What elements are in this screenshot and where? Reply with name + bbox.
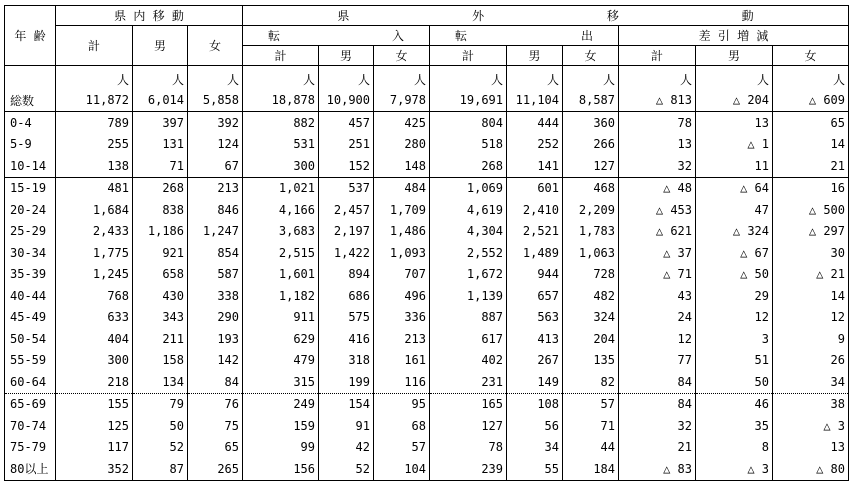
table-cell: 91 [319, 415, 374, 437]
table-cell: 149 [507, 371, 563, 393]
move-in-char: 転 [268, 29, 281, 43]
table-row [5, 242, 849, 264]
in-male-header: 男 [319, 46, 374, 66]
table-cell: 11 [696, 155, 773, 177]
table-cell: △ 48 [619, 177, 696, 199]
table-cell: 336 [374, 307, 430, 329]
table-row [5, 458, 849, 480]
inter-prefecture-header [243, 6, 849, 26]
table-cell: 26 [773, 350, 849, 372]
table-cell: 148 [374, 155, 430, 177]
age-label: 50-54 [5, 328, 56, 350]
table-cell: 251 [319, 134, 374, 156]
table-cell: 944 [507, 264, 563, 286]
table-cell: 142 [188, 350, 243, 372]
intra-male-header: 男 [133, 26, 188, 66]
table-cell: 360 [563, 112, 619, 134]
table-cell: 268 [430, 155, 507, 177]
table-cell: 392 [188, 112, 243, 134]
age-label: 60-64 [5, 371, 56, 393]
table-cell: 707 [374, 264, 430, 286]
out-male-header: 男 [507, 46, 563, 66]
table-cell: 152 [319, 155, 374, 177]
table-cell: 124 [188, 134, 243, 156]
table-cell: 14 [773, 134, 849, 156]
table-cell: 12 [696, 307, 773, 329]
age-label: 30-34 [5, 242, 56, 264]
table-cell: 911 [243, 307, 319, 329]
table-row [5, 350, 849, 372]
table-cell: 77 [619, 350, 696, 372]
table-cell: 413 [507, 328, 563, 350]
table-cell: 159 [243, 415, 319, 437]
table-cell: △ 21 [773, 264, 849, 286]
table-cell: 13 [773, 437, 849, 459]
table-cell: 838 [133, 199, 188, 221]
total-cell: 11,104 [507, 89, 563, 112]
table-cell: 52 [319, 458, 374, 480]
inter-header-char: 外 [472, 9, 485, 23]
table-cell: 14 [773, 285, 849, 307]
table-cell: 404 [56, 328, 133, 350]
table-cell: 116 [374, 371, 430, 393]
out-total-header: 計 [430, 46, 507, 66]
table-cell: 1,783 [563, 221, 619, 243]
table-cell: △ 71 [619, 264, 696, 286]
unit-cell: 人 [56, 66, 133, 90]
table-cell: 1,684 [56, 199, 133, 221]
unit-row [5, 66, 849, 90]
age-label: 55-59 [5, 350, 56, 372]
intra-prefecture-header: 県 内 移 動 [56, 6, 243, 26]
table-cell: 16 [773, 177, 849, 199]
table-cell: 165 [430, 393, 507, 415]
table-cell: 193 [188, 328, 243, 350]
table-cell: 84 [619, 371, 696, 393]
unit-cell: 人 [619, 66, 696, 90]
table-cell: 457 [319, 112, 374, 134]
table-cell: 42 [319, 437, 374, 459]
migration-table [4, 5, 849, 481]
table-cell: 154 [319, 393, 374, 415]
age-label: 5-9 [5, 134, 56, 156]
table-cell: 104 [374, 458, 430, 480]
table-cell: 3 [696, 328, 773, 350]
age-label: 20-24 [5, 199, 56, 221]
table-cell: 161 [374, 350, 430, 372]
table-cell: 343 [133, 307, 188, 329]
table-cell: 211 [133, 328, 188, 350]
table-cell: 1,422 [319, 242, 374, 264]
table-cell: 50 [696, 371, 773, 393]
table-row [5, 437, 849, 459]
table-cell: △ 3 [696, 458, 773, 480]
table-cell: 2,197 [319, 221, 374, 243]
table-cell: 34 [773, 371, 849, 393]
table-cell: △ 621 [619, 221, 696, 243]
table-cell: 32 [619, 155, 696, 177]
table-cell: 2,457 [319, 199, 374, 221]
table-cell: 484 [374, 177, 430, 199]
age-label: 75-79 [5, 437, 56, 459]
table-row [5, 264, 849, 286]
table-cell: △ 3 [773, 415, 849, 437]
table-cell: 141 [507, 155, 563, 177]
table-cell: 82 [563, 371, 619, 393]
table-cell: 1,601 [243, 264, 319, 286]
table-cell: 2,515 [243, 242, 319, 264]
total-cell: 8,587 [563, 89, 619, 112]
move-out-char: 出 [580, 29, 593, 43]
table-row [5, 415, 849, 437]
move-out-char: 転 [455, 29, 468, 43]
table-cell: 134 [133, 371, 188, 393]
table-cell: 430 [133, 285, 188, 307]
unit-age-cell [5, 66, 56, 90]
age-label: 70-74 [5, 415, 56, 437]
intra-female-header: 女 [188, 26, 243, 66]
table-cell: 887 [430, 307, 507, 329]
table-cell: 4,166 [243, 199, 319, 221]
table-cell: 213 [188, 177, 243, 199]
table-cell: 125 [56, 415, 133, 437]
inter-header-char: 動 [741, 9, 754, 23]
table-cell: 127 [563, 155, 619, 177]
table-row [5, 393, 849, 415]
unit-cell: 人 [188, 66, 243, 90]
table-cell: 71 [563, 415, 619, 437]
table-cell: 67 [188, 155, 243, 177]
table-cell: 518 [430, 134, 507, 156]
table-cell: 156 [243, 458, 319, 480]
table-cell: 46 [696, 393, 773, 415]
table-cell: 84 [619, 393, 696, 415]
table-cell: 315 [243, 371, 319, 393]
total-cell: 10,900 [319, 89, 374, 112]
table-cell: 266 [563, 134, 619, 156]
table-cell: 587 [188, 264, 243, 286]
table-cell: 108 [507, 393, 563, 415]
age-label: 45-49 [5, 307, 56, 329]
table-cell: 1,182 [243, 285, 319, 307]
table-cell: 267 [507, 350, 563, 372]
table-cell: 12 [773, 307, 849, 329]
table-cell: 657 [507, 285, 563, 307]
net-female-header: 女 [773, 46, 849, 66]
table-cell: 56 [507, 415, 563, 437]
table-cell: 21 [619, 437, 696, 459]
table-cell: △ 500 [773, 199, 849, 221]
table-cell: 68 [374, 415, 430, 437]
table-cell: 12 [619, 328, 696, 350]
table-cell: 633 [56, 307, 133, 329]
table-cell: 789 [56, 112, 133, 134]
table-cell: △ 324 [696, 221, 773, 243]
table-row [5, 199, 849, 221]
table-cell: △ 1 [696, 134, 773, 156]
table-cell: 617 [430, 328, 507, 350]
table-cell: 1,486 [374, 221, 430, 243]
total-cell: 18,878 [243, 89, 319, 112]
table-cell: 479 [243, 350, 319, 372]
table-cell: △ 453 [619, 199, 696, 221]
out-female-header: 女 [563, 46, 619, 66]
unit-cell: 人 [430, 66, 507, 90]
table-cell: 686 [319, 285, 374, 307]
table-cell: 76 [188, 393, 243, 415]
age-label: 80以上 [5, 458, 56, 480]
table-cell: 444 [507, 112, 563, 134]
age-label: 10-14 [5, 155, 56, 177]
table-cell: 3,683 [243, 221, 319, 243]
age-header: 年 齢 [5, 6, 56, 66]
move-in-header [243, 26, 430, 46]
table-cell: 318 [319, 350, 374, 372]
table-cell: 1,063 [563, 242, 619, 264]
table-cell: △ 83 [619, 458, 696, 480]
table-cell: 213 [374, 328, 430, 350]
table-cell: 55 [507, 458, 563, 480]
table-cell: 117 [56, 437, 133, 459]
table-cell: 65 [188, 437, 243, 459]
table-cell: 1,672 [430, 264, 507, 286]
total-cell: 6,014 [133, 89, 188, 112]
table-cell: 9 [773, 328, 849, 350]
table-cell: 402 [430, 350, 507, 372]
table-cell: 29 [696, 285, 773, 307]
table-cell: 8 [696, 437, 773, 459]
unit-cell: 人 [319, 66, 374, 90]
table-cell: 1,245 [56, 264, 133, 286]
age-label: 35-39 [5, 264, 56, 286]
table-cell: 32 [619, 415, 696, 437]
table-cell: 51 [696, 350, 773, 372]
table-cell: 882 [243, 112, 319, 134]
table-cell: 1,709 [374, 199, 430, 221]
unit-cell: 人 [374, 66, 430, 90]
table-row [5, 177, 849, 199]
table-cell: △ 37 [619, 242, 696, 264]
table-cell: 252 [507, 134, 563, 156]
table-cell: 537 [319, 177, 374, 199]
table-row [5, 307, 849, 329]
in-female-header: 女 [374, 46, 430, 66]
table-cell: 135 [563, 350, 619, 372]
table-cell: 79 [133, 393, 188, 415]
total-cell: 11,872 [56, 89, 133, 112]
table-cell: 78 [619, 112, 696, 134]
table-cell: 38 [773, 393, 849, 415]
table-cell: 338 [188, 285, 243, 307]
table-cell: 1,021 [243, 177, 319, 199]
table-cell: 2,209 [563, 199, 619, 221]
table-cell: 99 [243, 437, 319, 459]
table-cell: △ 64 [696, 177, 773, 199]
inter-header-char: 移 [606, 9, 619, 23]
table-cell: 921 [133, 242, 188, 264]
table-cell: 2,521 [507, 221, 563, 243]
table-cell: 199 [319, 371, 374, 393]
table-cell: 563 [507, 307, 563, 329]
table-cell: 846 [188, 199, 243, 221]
table-row [5, 371, 849, 393]
table-cell: 13 [696, 112, 773, 134]
table-cell: △ 297 [773, 221, 849, 243]
table-cell: 158 [133, 350, 188, 372]
move-in-char: 入 [391, 29, 404, 43]
net-change-header: 差 引 増 減 [619, 26, 849, 46]
table-cell: 155 [56, 393, 133, 415]
move-out-header [430, 26, 619, 46]
table-cell: 1,489 [507, 242, 563, 264]
table-cell: 2,552 [430, 242, 507, 264]
table-cell: 481 [56, 177, 133, 199]
table-cell: 425 [374, 112, 430, 134]
unit-cell: 人 [507, 66, 563, 90]
in-total-header: 計 [243, 46, 319, 66]
table-row [5, 221, 849, 243]
table-cell: 2,410 [507, 199, 563, 221]
table-cell: 658 [133, 264, 188, 286]
total-row [5, 89, 849, 112]
table-cell: 768 [56, 285, 133, 307]
table-cell: 1,775 [56, 242, 133, 264]
table-cell: 300 [243, 155, 319, 177]
table-cell: 78 [430, 437, 507, 459]
unit-cell: 人 [563, 66, 619, 90]
table-cell: 468 [563, 177, 619, 199]
table-row [5, 155, 849, 177]
table-row [5, 285, 849, 307]
table-cell: 44 [563, 437, 619, 459]
table-cell: 601 [507, 177, 563, 199]
table-cell: 4,619 [430, 199, 507, 221]
total-cell: 5,858 [188, 89, 243, 112]
total-label: 総数 [5, 89, 56, 112]
table-cell: 47 [696, 199, 773, 221]
table-cell: 531 [243, 134, 319, 156]
table-cell: 397 [133, 112, 188, 134]
table-cell: 75 [188, 415, 243, 437]
table-cell: 84 [188, 371, 243, 393]
table-cell: 854 [188, 242, 243, 264]
table-cell: 43 [619, 285, 696, 307]
table-cell: 1,069 [430, 177, 507, 199]
table-cell: 218 [56, 371, 133, 393]
age-label: 15-19 [5, 177, 56, 199]
unit-cell: 人 [243, 66, 319, 90]
table-cell: 65 [773, 112, 849, 134]
table-cell: 1,186 [133, 221, 188, 243]
unit-cell: 人 [696, 66, 773, 90]
table-cell: 1,093 [374, 242, 430, 264]
table-cell: 57 [374, 437, 430, 459]
table-cell: 239 [430, 458, 507, 480]
table-cell: 1,247 [188, 221, 243, 243]
table-cell: 255 [56, 134, 133, 156]
table-cell: 575 [319, 307, 374, 329]
table-cell: 268 [133, 177, 188, 199]
total-cell: 19,691 [430, 89, 507, 112]
table-row [5, 112, 849, 134]
table-cell: 127 [430, 415, 507, 437]
total-cell: △ 204 [696, 89, 773, 112]
table-cell: 50 [133, 415, 188, 437]
table-cell: 231 [430, 371, 507, 393]
inter-header-char: 県 [337, 9, 350, 23]
table-cell: 30 [773, 242, 849, 264]
table-cell: 728 [563, 264, 619, 286]
table-cell: 894 [319, 264, 374, 286]
table-body [5, 66, 849, 481]
table-cell: 290 [188, 307, 243, 329]
age-label: 40-44 [5, 285, 56, 307]
table-cell: △ 80 [773, 458, 849, 480]
age-label: 25-29 [5, 221, 56, 243]
total-cell: 7,978 [374, 89, 430, 112]
table-cell: 804 [430, 112, 507, 134]
table-cell: 280 [374, 134, 430, 156]
table-cell: 35 [696, 415, 773, 437]
table-row [5, 328, 849, 350]
table-cell: △ 50 [696, 264, 773, 286]
table-cell: 352 [56, 458, 133, 480]
table-cell: 300 [56, 350, 133, 372]
table-cell: 138 [56, 155, 133, 177]
table-header [5, 6, 849, 66]
table-cell: 1,139 [430, 285, 507, 307]
age-label: 0-4 [5, 112, 56, 134]
table-cell: 416 [319, 328, 374, 350]
table-cell: 324 [563, 307, 619, 329]
table-cell: 2,433 [56, 221, 133, 243]
table-cell: 34 [507, 437, 563, 459]
table-cell: 21 [773, 155, 849, 177]
table-cell: 249 [243, 393, 319, 415]
table-cell: 87 [133, 458, 188, 480]
table-cell: 482 [563, 285, 619, 307]
table-cell: 95 [374, 393, 430, 415]
table-cell: 24 [619, 307, 696, 329]
table-cell: 265 [188, 458, 243, 480]
table-cell: 52 [133, 437, 188, 459]
table-cell: 496 [374, 285, 430, 307]
table-cell: 204 [563, 328, 619, 350]
table-cell: 57 [563, 393, 619, 415]
table-cell: △ 67 [696, 242, 773, 264]
table-cell: 131 [133, 134, 188, 156]
table-cell: 13 [619, 134, 696, 156]
table-cell: 184 [563, 458, 619, 480]
net-total-header: 計 [619, 46, 696, 66]
table-cell: 629 [243, 328, 319, 350]
table-cell: 4,304 [430, 221, 507, 243]
table-cell: 71 [133, 155, 188, 177]
table-row [5, 134, 849, 156]
age-label: 65-69 [5, 393, 56, 415]
total-cell: △ 813 [619, 89, 696, 112]
unit-cell: 人 [773, 66, 849, 90]
intra-total-header: 計 [56, 26, 133, 66]
net-male-header: 男 [696, 46, 773, 66]
unit-cell: 人 [133, 66, 188, 90]
total-cell: △ 609 [773, 89, 849, 112]
